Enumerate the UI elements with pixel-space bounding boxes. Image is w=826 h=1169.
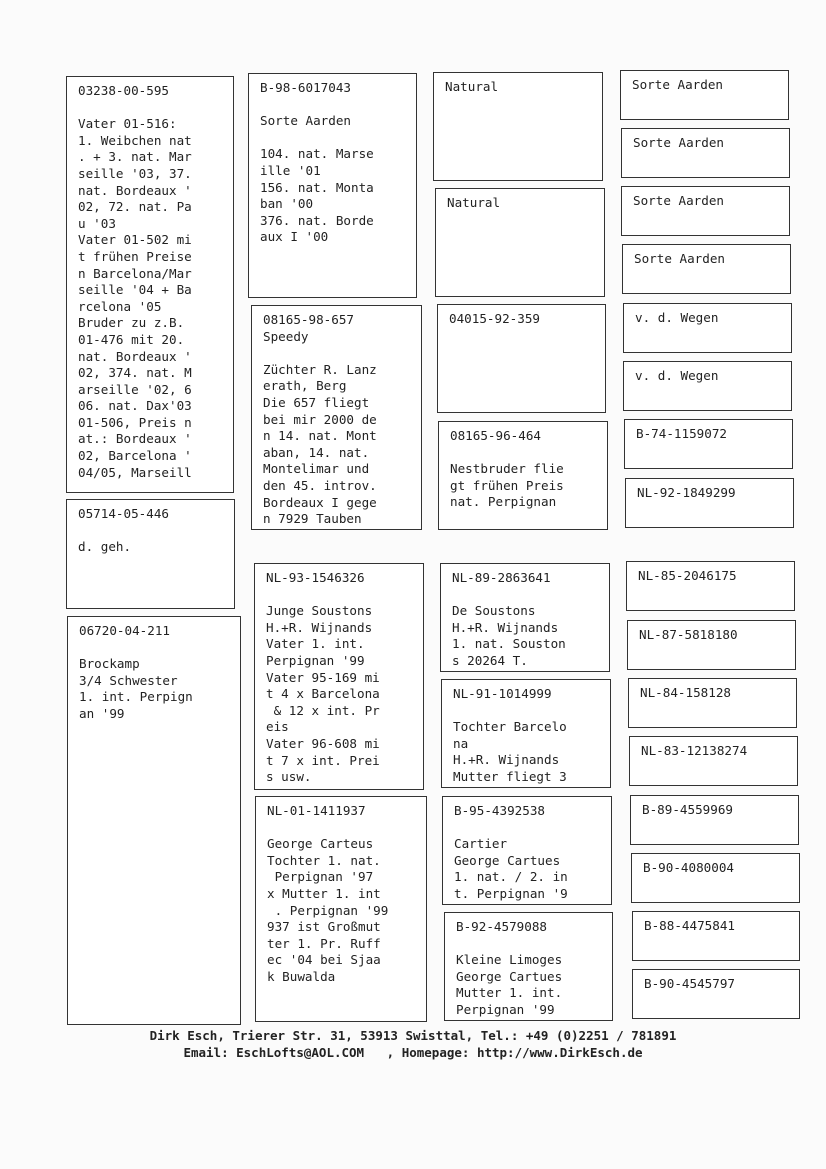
box-text-line bbox=[260, 130, 408, 147]
ring-number: v. d. Wegen bbox=[635, 368, 719, 383]
pedigree-box bbox=[441, 679, 611, 788]
pedigree-box bbox=[625, 478, 794, 528]
pedigree-box bbox=[433, 72, 603, 181]
box-text-line: 02, 374. nat. M bbox=[78, 365, 192, 381]
box-text-line: Vater 01-502 mi bbox=[78, 232, 192, 248]
box-text-line: na bbox=[453, 735, 469, 751]
pedigree-box bbox=[67, 616, 241, 1025]
box-text-line: Nestbruder flie bbox=[450, 461, 564, 477]
pedigree-box bbox=[622, 244, 791, 294]
box-text-line bbox=[78, 523, 226, 540]
pedigree-box bbox=[630, 795, 799, 845]
box-text-line: n 7929 Tauben bbox=[263, 511, 362, 527]
box-text-line: ban '00 bbox=[260, 196, 314, 212]
box-text-line: Kleine Limoges bbox=[456, 952, 563, 968]
box-text-line: 02, 72. nat. Pa bbox=[78, 199, 192, 215]
ring-number: Sorte Aarden bbox=[634, 251, 725, 266]
box-text-line: 04/05, Marseill bbox=[78, 464, 192, 480]
box-text-line: Perpignan '97 bbox=[267, 869, 374, 885]
ring-number: 03238-00-595 bbox=[78, 83, 169, 98]
ring-number: Natural bbox=[445, 79, 499, 94]
box-text-line: Vater 96-608 mi bbox=[266, 735, 380, 751]
pedigree-box bbox=[629, 736, 798, 786]
ring-number: 08165-98-657 bbox=[263, 312, 354, 327]
box-text-line: 104. nat. Marse bbox=[260, 146, 374, 162]
box-text-line: an '99 bbox=[79, 705, 125, 721]
ring-number: NL-87-5818180 bbox=[639, 627, 738, 642]
pedigree-box bbox=[628, 678, 797, 728]
box-text-line: bei mir 2000 de bbox=[263, 411, 377, 427]
pedigree-box bbox=[624, 419, 793, 469]
box-text-line: & 12 x int. Pr bbox=[266, 702, 380, 718]
box-text-line: at.: Bordeaux ' bbox=[78, 431, 192, 447]
box-text-line bbox=[453, 703, 602, 720]
box-text-line: n 14. nat. Mont bbox=[263, 428, 377, 444]
ring-number: 04015-92-359 bbox=[449, 311, 540, 326]
box-text-line: seille '04 + Ba bbox=[78, 282, 192, 298]
ring-number: B-88-4475841 bbox=[644, 918, 735, 933]
box-text-line: H.+R. Wijnands bbox=[453, 752, 560, 768]
pedigree-box bbox=[248, 73, 417, 298]
pedigree-box bbox=[626, 561, 795, 611]
box-text-line: Vater 95-169 mi bbox=[266, 669, 380, 685]
pedigree-box bbox=[254, 563, 424, 790]
ring-number: NL-84-158128 bbox=[640, 685, 731, 700]
pedigree-box bbox=[444, 912, 613, 1021]
ring-number: NL-91-1014999 bbox=[453, 686, 552, 701]
box-text-line bbox=[450, 445, 599, 462]
box-text-line: 01-506, Preis n bbox=[78, 414, 192, 430]
box-text-line: seille '03, 37. bbox=[78, 165, 192, 181]
ring-number: Sorte Aarden bbox=[633, 193, 724, 208]
ring-number: NL-85-2046175 bbox=[638, 568, 737, 583]
ring-number: B-90-4545797 bbox=[644, 976, 735, 991]
box-text-line: 1. int. Perpign bbox=[79, 689, 193, 705]
ring-number: NL-83-12138274 bbox=[641, 743, 748, 758]
box-text-line: . + 3. nat. Mar bbox=[78, 149, 192, 165]
box-text-line: Perpignan '99 bbox=[266, 652, 365, 668]
box-text-line bbox=[79, 640, 232, 657]
box-text-line: George Cartues bbox=[454, 852, 561, 868]
pedigree-box bbox=[632, 969, 800, 1019]
box-text-line bbox=[452, 587, 601, 604]
box-text-line: 937 ist Großmut bbox=[267, 919, 381, 935]
box-text-line: Junge Soustons bbox=[266, 603, 373, 619]
box-text-line: De Soustons bbox=[452, 603, 536, 619]
box-text-line: Montelimar und bbox=[263, 461, 370, 477]
ring-number: 06720-04-211 bbox=[79, 623, 170, 638]
pedigree-box bbox=[438, 421, 608, 530]
box-text-line bbox=[260, 97, 408, 114]
box-text-line: ille '01 bbox=[260, 162, 321, 178]
box-text-line: Vater 1. int. bbox=[266, 636, 365, 652]
box-text-line: Bruder zu z.B. bbox=[78, 315, 185, 331]
box-text-line bbox=[266, 587, 415, 604]
ring-number: B-90-4080004 bbox=[643, 860, 734, 875]
ring-number: B-92-4579088 bbox=[456, 919, 547, 934]
box-text-line: 1. nat. Souston bbox=[452, 636, 566, 652]
box-text-line: H.+R. Wijnands bbox=[266, 619, 373, 635]
box-text-line: t frühen Preise bbox=[78, 248, 192, 264]
ring-number: NL-92-1849299 bbox=[637, 485, 736, 500]
box-text-line: Tochter Barcelo bbox=[453, 719, 567, 735]
box-text-line: 156. nat. Monta bbox=[260, 179, 374, 195]
ring-number: NL-01-1411937 bbox=[267, 803, 366, 818]
box-text-line: rcelona '05 bbox=[78, 298, 162, 314]
pedigree-box bbox=[620, 70, 789, 120]
pedigree-box bbox=[442, 796, 612, 905]
ring-number: B-98-6017043 bbox=[260, 80, 351, 95]
ring-number: B-95-4392538 bbox=[454, 803, 545, 818]
box-text-line: t 4 x Barcelona bbox=[266, 686, 380, 702]
box-text-line: Brockamp bbox=[79, 656, 140, 672]
pedigree-box bbox=[435, 188, 605, 297]
pedigree-box bbox=[66, 499, 235, 609]
pedigree-box bbox=[440, 563, 610, 672]
box-text-line: 02, Barcelona ' bbox=[78, 448, 192, 464]
ring-number: NL-89-2863641 bbox=[452, 570, 551, 585]
box-text-line: Mutter 1. int. bbox=[456, 985, 563, 1001]
box-text-line: 376. nat. Borde bbox=[260, 212, 374, 228]
box-text-line: t. Perpignan '9 bbox=[454, 885, 568, 901]
pedigree-box bbox=[255, 796, 427, 1022]
box-text-line: 1. Weibchen nat bbox=[78, 132, 192, 148]
box-text-line: nat. Bordeaux ' bbox=[78, 348, 192, 364]
box-text-line: . Perpignan '99 bbox=[267, 902, 389, 918]
ring-number: NL-93-1546326 bbox=[266, 570, 365, 585]
box-text-line: Mutter fliegt 3 bbox=[453, 768, 567, 784]
box-text-line: gt frühen Preis bbox=[450, 477, 564, 493]
pedigree-box bbox=[632, 911, 800, 961]
box-text-line: d. geh. bbox=[78, 539, 132, 555]
box-text-line bbox=[78, 100, 225, 117]
box-text-line: Bordeaux I gege bbox=[263, 494, 377, 510]
box-text-line: u '03 bbox=[78, 215, 116, 231]
box-text-line: ec '04 bei Sjaa bbox=[267, 952, 381, 968]
pedigree-box bbox=[621, 186, 790, 236]
box-text-line: 1. nat. / 2. in bbox=[454, 869, 568, 885]
pedigree-box bbox=[251, 305, 422, 530]
ring-number: B-89-4559969 bbox=[642, 802, 733, 817]
box-text-line: Speedy bbox=[263, 328, 309, 344]
footer-address: Dirk Esch, Trierer Str. 31, 53913 Swisttal, Tel.: +49 (0)2251 / 781891 bbox=[149, 1028, 677, 1043]
box-text-line: aux I '00 bbox=[260, 229, 329, 245]
box-text-line bbox=[454, 820, 603, 837]
box-text-line: George Carteus bbox=[267, 836, 374, 852]
box-text-line: t 7 x int. Prei bbox=[266, 752, 380, 768]
box-text-line: Tochter 1. nat. bbox=[267, 852, 381, 868]
box-text-line: nat. Bordeaux ' bbox=[78, 182, 192, 198]
box-text-line: k Buwalda bbox=[267, 968, 336, 984]
pedigree-box bbox=[627, 620, 796, 670]
box-text-line: aban, 14. nat. bbox=[263, 444, 370, 460]
box-text-line: 01-476 mit 20. bbox=[78, 331, 185, 347]
box-text-line: 06. nat. Dax'03 bbox=[78, 398, 192, 414]
box-text-line: George Cartues bbox=[456, 968, 563, 984]
ring-number: 08165-96-464 bbox=[450, 428, 541, 443]
box-text-line: eis bbox=[266, 719, 289, 735]
pedigree-box bbox=[623, 361, 792, 411]
ring-number: Natural bbox=[447, 195, 501, 210]
box-text-line: Die 657 fliegt bbox=[263, 394, 370, 410]
pedigree-box bbox=[437, 304, 606, 413]
pedigree-box bbox=[631, 853, 800, 903]
box-text-line: den 45. introv. bbox=[263, 477, 377, 493]
ring-number: v. d. Wegen bbox=[635, 310, 719, 325]
ring-number: 05714-05-446 bbox=[78, 506, 169, 521]
pedigree-box bbox=[621, 128, 790, 178]
box-text-line: Sorte Aarden bbox=[260, 113, 351, 129]
box-text-line bbox=[263, 345, 413, 362]
box-text-line: s usw. bbox=[266, 769, 312, 785]
box-text-line: 3/4 Schwester bbox=[79, 672, 178, 688]
pedigree-box bbox=[66, 76, 234, 493]
ring-number: Sorte Aarden bbox=[633, 135, 724, 150]
box-text-line: Cartier bbox=[454, 836, 508, 852]
box-text-line bbox=[267, 820, 418, 837]
box-text-line: nat. Perpignan bbox=[450, 494, 557, 510]
box-text-line: n Barcelona/Mar bbox=[78, 265, 192, 281]
ring-number: Sorte Aarden bbox=[632, 77, 723, 92]
box-text-line: erath, Berg bbox=[263, 378, 347, 394]
box-text-line: Perpignan '99 bbox=[456, 1001, 555, 1017]
ring-number: B-74-1159072 bbox=[636, 426, 727, 441]
pedigree-box bbox=[623, 303, 792, 353]
box-text-line: arseille '02, 6 bbox=[78, 381, 192, 397]
box-text-line: Züchter R. Lanz bbox=[263, 361, 377, 377]
box-text-line: x Mutter 1. int bbox=[267, 885, 381, 901]
box-text-line: Vater 01-516: bbox=[78, 116, 177, 132]
box-text-line: ter 1. Pr. Ruff bbox=[267, 935, 381, 951]
box-text-line: s 20264 T. bbox=[452, 652, 528, 668]
box-text-line: H.+R. Wijnands bbox=[452, 619, 559, 635]
footer-contact: Email: EschLofts@AOL.COM , Homepage: http://www.DirkEsch.de bbox=[183, 1045, 643, 1060]
box-text-line bbox=[456, 936, 604, 953]
